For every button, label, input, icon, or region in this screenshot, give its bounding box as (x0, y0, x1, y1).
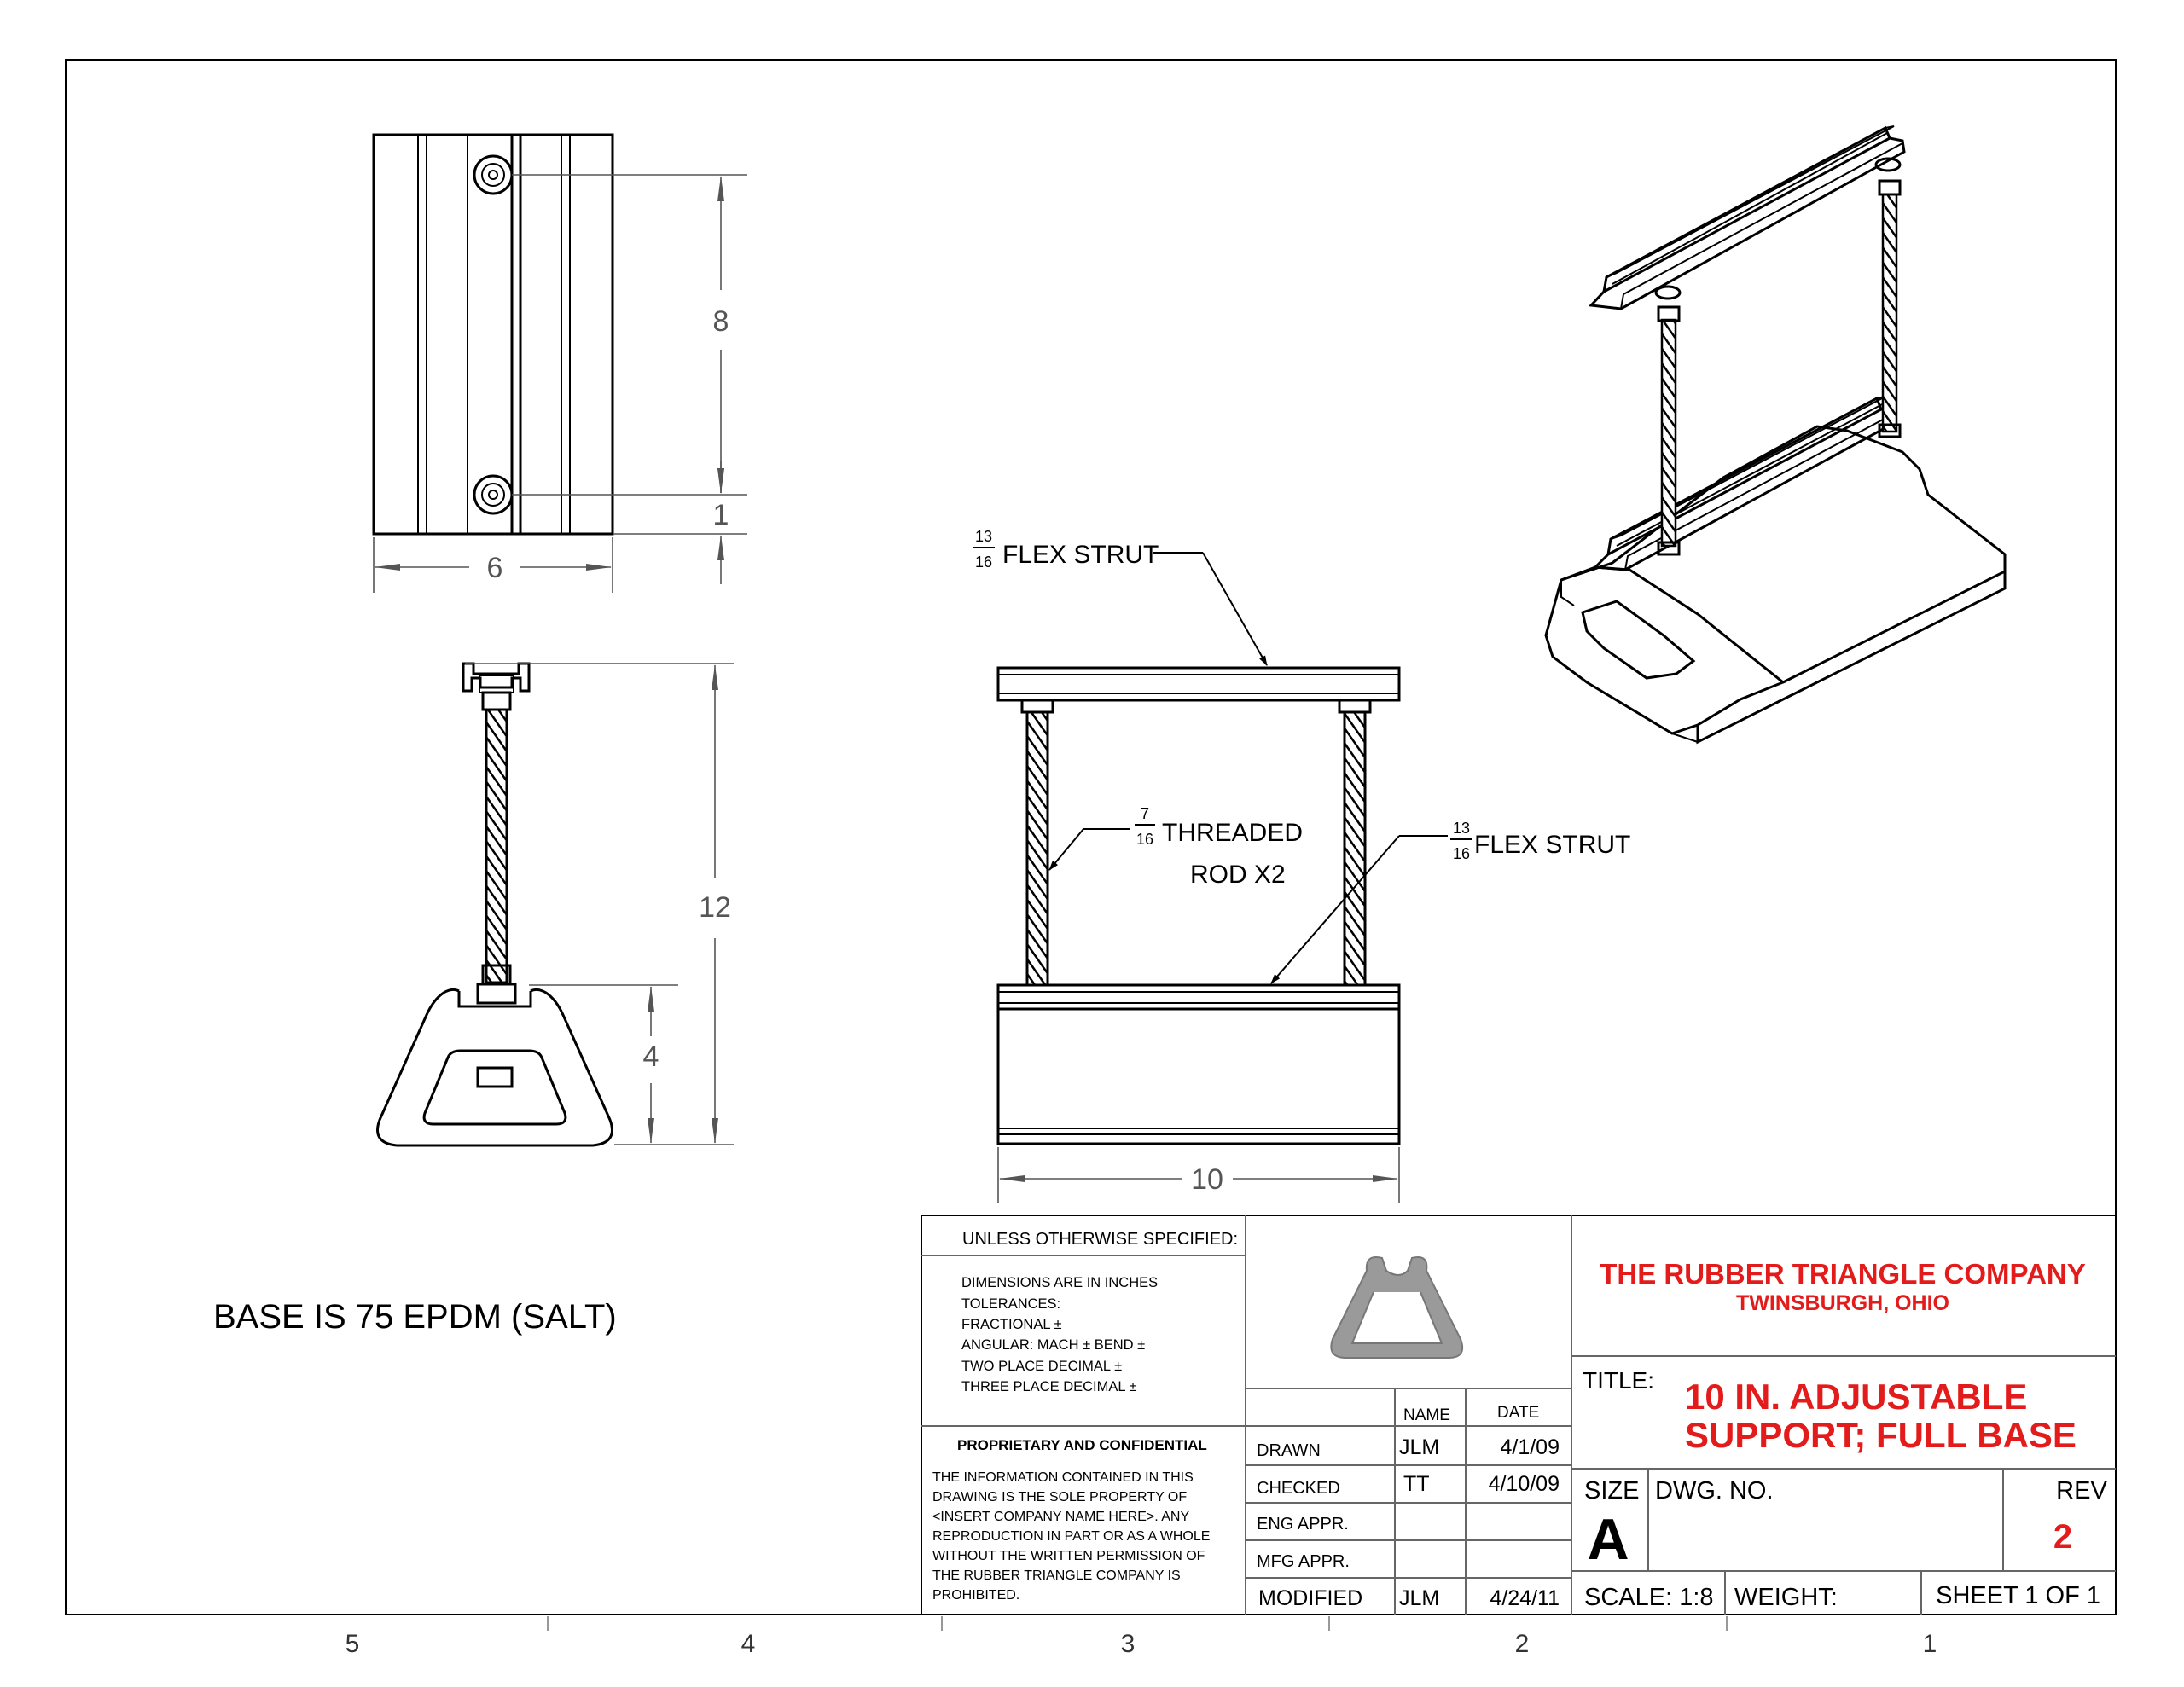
dwg-no-label: DWG. NO. (1655, 1477, 1774, 1504)
zone-numbers (346, 1616, 1937, 1658)
dim-top-8: 8 (712, 305, 729, 338)
company-location: TWINSBURGH, OHIO (1736, 1291, 1949, 1315)
svg-text:<INSERT COMPANY NAME HERE>. A: <INSERT COMPANY NAME HERE>. ANY (932, 1510, 1190, 1524)
svg-text:13: 13 (1452, 820, 1471, 837)
proprietary-heading: PROPRIETARY AND CONFIDENTIAL (957, 1437, 1207, 1453)
col-name: NAME (1403, 1406, 1450, 1424)
rev-label: REV (2056, 1477, 2107, 1504)
front-rod-right (1345, 712, 1365, 985)
approval-modified (1258, 1586, 1560, 1610)
isometric-view (1546, 126, 2005, 742)
svg-text:FLEX STRUT: FLEX STRUT (1002, 541, 1159, 569)
svg-text:THREADED: THREADED (1162, 819, 1304, 847)
approval-eng (1257, 1515, 1349, 1533)
unless-specified: UNLESS OTHERWISE SPECIFIED: (962, 1230, 1239, 1249)
front-base (998, 1009, 1399, 1144)
svg-text:TOLERANCES:: TOLERANCES: (961, 1296, 1061, 1312)
callout-threaded-rod (1049, 805, 1303, 889)
svg-text:TT: TT (1403, 1472, 1430, 1496)
zone-4: 4 (741, 1630, 756, 1658)
svg-text:FRACTIONAL ±: FRACTIONAL ± (961, 1317, 1062, 1332)
svg-text:JLM: JLM (1399, 1435, 1440, 1459)
svg-text:4/10/09: 4/10/09 (1488, 1472, 1560, 1496)
zone-1: 1 (1922, 1630, 1937, 1658)
scale: SCALE: 1:8 (1584, 1584, 1714, 1611)
svg-text:CHECKED: CHECKED (1257, 1479, 1340, 1498)
side-threaded-rod (486, 710, 507, 983)
company-logo (1331, 1257, 1462, 1358)
svg-text:DRAWING IS THE SOLE PROPERTY O: DRAWING IS THE SOLE PROPERTY OF (932, 1490, 1188, 1504)
svg-text:4/24/11: 4/24/11 (1490, 1586, 1560, 1610)
callout-bottom-flex-strut (1271, 820, 1630, 983)
title-line-2: SUPPORT; FULL BASE (1685, 1415, 2077, 1455)
svg-text:ROD X2: ROD X2 (1190, 861, 1286, 889)
tolerance-notes (961, 1275, 1158, 1394)
dim-top-1: 1 (712, 499, 729, 531)
svg-text:MODIFIED: MODIFIED (1258, 1586, 1363, 1610)
bolt-hole-top (474, 156, 512, 194)
front-top-strut (998, 668, 1399, 700)
svg-text:THE INFORMATION CONTAINED IN T: THE INFORMATION CONTAINED IN THIS (932, 1470, 1194, 1485)
zone-5: 5 (345, 1630, 360, 1658)
svg-text:PROHIBITED.: PROHIBITED. (932, 1588, 1020, 1603)
svg-text:DIMENSIONS ARE IN INCHES: DIMENSIONS ARE IN INCHES (961, 1275, 1159, 1290)
svg-text:ANGULAR: MACH ± BEND ±: ANGULAR: MACH ± BEND ± (961, 1337, 1146, 1353)
sheet-number: SHEET 1 OF 1 (1936, 1582, 2100, 1609)
dim-top-6: 6 (486, 552, 503, 584)
rev-value: 2 (2053, 1518, 2073, 1556)
bolt-hole-bottom (474, 476, 512, 513)
proprietary-notice (932, 1470, 1210, 1603)
svg-text:DRAWN: DRAWN (1257, 1441, 1321, 1460)
svg-text:THREE PLACE DECIMAL ±: THREE PLACE DECIMAL ± (961, 1379, 1137, 1394)
svg-text:4/1/09: 4/1/09 (1500, 1435, 1560, 1459)
company-name: THE RUBBER TRIANGLE COMPANY (1600, 1258, 2086, 1290)
svg-text:16: 16 (1136, 831, 1154, 848)
side-view (378, 664, 735, 1145)
title-label: TITLE: (1583, 1367, 1655, 1394)
svg-text:MFG APPR.: MFG APPR. (1257, 1552, 1350, 1571)
callout-top-flex-strut (973, 528, 1267, 665)
svg-text:REPRODUCTION IN PART OR AS A W: REPRODUCTION IN PART OR AS A WHOLE (932, 1529, 1211, 1544)
dim-side-12: 12 (699, 891, 731, 924)
svg-text:16: 16 (974, 554, 993, 571)
svg-text:FLEX STRUT: FLEX STRUT (1474, 831, 1631, 859)
svg-text:7: 7 (1140, 805, 1150, 822)
svg-text:THE RUBBER TRIANGLE COMPANY IS: THE RUBBER TRIANGLE COMPANY IS (932, 1568, 1181, 1583)
front-bottom-strut (998, 985, 1399, 1009)
svg-text:TWO PLACE DECIMAL ±: TWO PLACE DECIMAL ± (961, 1359, 1123, 1374)
size-label: SIZE (1584, 1477, 1640, 1504)
dim-side-4: 4 (642, 1041, 659, 1073)
material-note: BASE IS 75 EPDM (SALT) (213, 1298, 617, 1336)
approval-checked (1257, 1472, 1560, 1498)
svg-text:WITHOUT THE WRITTEN PERMISSION: WITHOUT THE WRITTEN PERMISSION OF (932, 1549, 1205, 1563)
svg-text:ENG APPR.: ENG APPR. (1257, 1515, 1349, 1533)
col-date: DATE (1497, 1404, 1540, 1422)
zone-2: 2 (1514, 1630, 1530, 1658)
svg-text:JLM: JLM (1399, 1586, 1440, 1610)
svg-text:13: 13 (974, 528, 993, 545)
front-rod-left (1027, 712, 1048, 985)
size-value: A (1587, 1507, 1629, 1572)
approval-drawn (1257, 1435, 1560, 1460)
front-view (973, 528, 1630, 1203)
weight: WEIGHT: (1734, 1584, 1838, 1611)
zone-3: 3 (1120, 1630, 1136, 1658)
svg-text:16: 16 (1452, 845, 1471, 862)
dim-front-10: 10 (1191, 1163, 1223, 1196)
title-block (921, 1215, 2116, 1615)
top-view (374, 135, 747, 593)
approval-mfg (1257, 1552, 1350, 1571)
title-line-1: 10 IN. ADJUSTABLE (1685, 1377, 2028, 1417)
